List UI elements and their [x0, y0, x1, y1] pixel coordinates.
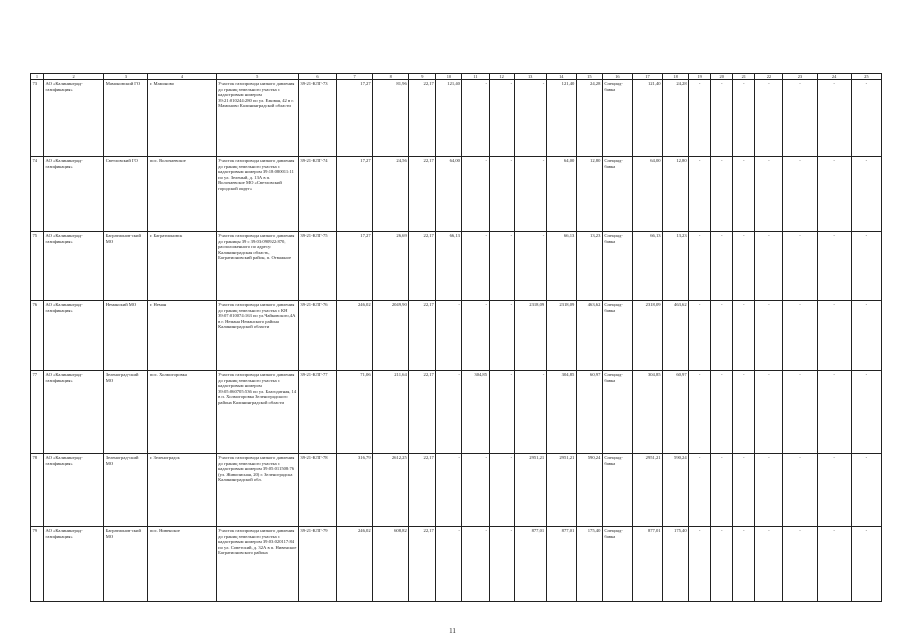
cost-15: 463,62 — [576, 301, 602, 371]
cost-21: - — [733, 454, 755, 527]
cost-15: 175,40 — [576, 527, 602, 602]
document-sheet — [30, 73, 882, 602]
table-row — [31, 157, 882, 232]
table-row — [31, 80, 882, 157]
cost-11: - — [462, 232, 489, 301]
cost-8: 26,69 — [373, 232, 409, 301]
cost-24: - — [817, 371, 851, 454]
column-number-2: 2 — [44, 74, 104, 80]
column-number-4: 4 — [148, 74, 216, 80]
cost-7: 246,02 — [337, 301, 373, 371]
cost-7: 17,27 — [337, 157, 373, 232]
source-16: Специад-бавка — [602, 232, 632, 301]
locality: г. Багратионовск — [148, 232, 216, 301]
cost-21: - — [733, 232, 755, 301]
organization: АО «Калининград-газификация» — [44, 157, 104, 232]
cost-25: - — [851, 454, 881, 527]
object-description: Участок газопровода низкого давления до границ земельного участка с кадастровым номером 39:21:010244:280 по ул. Ежовая, 42 в г. Мамоново Калининградской области — [216, 80, 298, 157]
municipality: Зеленоград-ский МО — [104, 371, 148, 454]
cost-22: - — [755, 527, 783, 602]
cost-10: - — [436, 301, 462, 371]
cost-18: 13,23 — [663, 232, 689, 301]
source-16: Специад-бавка — [602, 527, 632, 602]
column-number-23: 23 — [783, 74, 817, 80]
cost-9: 22,17 — [409, 527, 436, 602]
column-number-17: 17 — [632, 74, 662, 80]
cost-11: - — [462, 157, 489, 232]
column-number-20: 20 — [711, 74, 733, 80]
column-number-25: 25 — [851, 74, 881, 80]
cost-15: 24,28 — [576, 80, 602, 157]
locality: пос. Волочаевское — [148, 157, 216, 232]
cost-15: 13,23 — [576, 232, 602, 301]
cost-22: - — [755, 232, 783, 301]
cost-7: 316,79 — [337, 454, 373, 527]
organization: АО «Калининград-газификация» — [44, 527, 104, 602]
cost-22: - — [755, 157, 783, 232]
cost-17: 304,85 — [632, 371, 662, 454]
cost-15: 590,24 — [576, 454, 602, 527]
cost-20: - — [711, 80, 733, 157]
cost-19: - — [689, 80, 711, 157]
cost-24: - — [817, 80, 851, 157]
table-row — [31, 527, 882, 602]
locality: пос. Холмогоровка — [148, 371, 216, 454]
object-code: 39-21-КЛГ-75 — [298, 232, 336, 301]
cost-7: 17,27 — [337, 80, 373, 157]
column-number-15: 15 — [576, 74, 602, 80]
cost-9: 22,17 — [409, 80, 436, 157]
cost-9: 22,17 — [409, 454, 436, 527]
cost-11: - — [462, 301, 489, 371]
cost-7: 246,02 — [337, 527, 373, 602]
cost-21: - — [733, 301, 755, 371]
cost-24: - — [817, 301, 851, 371]
column-number-1: 1 — [31, 74, 44, 80]
column-number-16: 16 — [602, 74, 632, 80]
cost-17: 121,40 — [632, 80, 662, 157]
cost-23: - — [783, 80, 817, 157]
cost-15: 60,97 — [576, 371, 602, 454]
cost-23: - — [783, 157, 817, 232]
organization: АО «Калининград-газификация» — [44, 80, 104, 157]
column-number-6: 6 — [298, 74, 336, 80]
row-number: 78 — [31, 454, 44, 527]
object-code: 39-21-КЛГ-77 — [298, 371, 336, 454]
column-number-22: 22 — [755, 74, 783, 80]
column-number-13: 13 — [514, 74, 546, 80]
cost-11: - — [462, 454, 489, 527]
column-number-9: 9 — [409, 74, 436, 80]
cost-10: 64,00 — [436, 157, 462, 232]
cost-23: - — [783, 301, 817, 371]
source-16: Специад-бавка — [602, 80, 632, 157]
cost-19: - — [689, 527, 711, 602]
cost-11: - — [462, 80, 489, 157]
cost-24: - — [817, 527, 851, 602]
row-number: 74 — [31, 157, 44, 232]
cost-23: - — [783, 371, 817, 454]
cost-13: - — [514, 157, 546, 232]
object-description: Участок газопровода низкого давления до границ земельного участка с КН 39:07:010074:163 по ул.Чайковского,4А в г. Немана Неманского района Калининградской области — [216, 301, 298, 371]
cost-25: - — [851, 371, 881, 454]
locality: г. Неман — [148, 301, 216, 371]
source-16: Специад-бавка — [602, 157, 632, 232]
cost-10: - — [436, 371, 462, 454]
cost-20: - — [711, 301, 733, 371]
cost-13: 2318,09 — [514, 301, 546, 371]
cost-11: 304,85 — [462, 371, 489, 454]
cost-17: 2318,09 — [632, 301, 662, 371]
cost-13: 877,01 — [514, 527, 546, 602]
cost-21: - — [733, 80, 755, 157]
cost-15: 12,80 — [576, 157, 602, 232]
cost-20: - — [711, 454, 733, 527]
organization: АО «Калининград-газификация» — [44, 454, 104, 527]
object-code: 39-21-КЛГ-78 — [298, 454, 336, 527]
cost-8: 211,64 — [373, 371, 409, 454]
cost-8: 2612,25 — [373, 454, 409, 527]
municipality: Багратионов-ский МО — [104, 232, 148, 301]
object-description: Участок газопровода низкого давления до границ земельного участка с кадастровым номером 39:05:060705:536 по ул. Благодатная, 14 в п. Холмогоровка Зеленоградского района Калининградской области — [216, 371, 298, 454]
cost-14: 64,00 — [546, 157, 576, 232]
cost-9: 22,17 — [409, 371, 436, 454]
cost-21: - — [733, 371, 755, 454]
cost-19: - — [689, 454, 711, 527]
cost-23: - — [783, 232, 817, 301]
cost-25: - — [851, 157, 881, 232]
cost-9: 22,17 — [409, 232, 436, 301]
table-row — [31, 454, 882, 527]
cost-14: 877,01 — [546, 527, 576, 602]
cost-23: - — [783, 527, 817, 602]
row-number: 73 — [31, 80, 44, 157]
tariff-table — [30, 73, 882, 602]
object-description: Участок газопровода низкого давления до границ земельного участка с кадастровым номером 39:03:020117:84 по ул. Советский, д. 32А в п. Нивенское Багратионовского района — [216, 527, 298, 602]
cost-8: 24,56 — [373, 157, 409, 232]
cost-19: - — [689, 301, 711, 371]
object-description: Участок газопровода низкого давления до границ земельного участка с кадастровым номером 39:05:011508:76 (ул. Живописная, 20) г. Зеленоградска Калининградской обл. — [216, 454, 298, 527]
object-description: Участок газопровода низкого давления до границ земельного участка с кадастровым номером 39:18:080011:11 по ул. Зеленый, д. 13А в п. Волочаевское МО «Светловский городской округ» — [216, 157, 298, 232]
cost-14: 2951,21 — [546, 454, 576, 527]
table-row — [31, 371, 882, 454]
cost-13: 2951,21 — [514, 454, 546, 527]
column-number-18: 18 — [663, 74, 689, 80]
cost-25: - — [851, 80, 881, 157]
cost-12: - — [489, 301, 514, 371]
column-number-5: 5 — [216, 74, 298, 80]
source-16: Специад-бавка — [602, 371, 632, 454]
page-number: 11 — [449, 627, 456, 635]
object-code: 39-21-КЛГ-74 — [298, 157, 336, 232]
cost-20: - — [711, 527, 733, 602]
cost-17: 2951,21 — [632, 454, 662, 527]
cost-21: - — [733, 157, 755, 232]
cost-20: - — [711, 371, 733, 454]
cost-9: 22,17 — [409, 301, 436, 371]
cost-14: 121,40 — [546, 80, 576, 157]
cost-8: 608,82 — [373, 527, 409, 602]
cost-12: - — [489, 232, 514, 301]
cost-13: - — [514, 371, 546, 454]
object-code: 39-21-КЛГ-76 — [298, 301, 336, 371]
cost-10: 121,40 — [436, 80, 462, 157]
cost-22: - — [755, 454, 783, 527]
row-number: 76 — [31, 301, 44, 371]
cost-17: 66,13 — [632, 232, 662, 301]
cost-18: 60,97 — [663, 371, 689, 454]
column-number-10: 10 — [436, 74, 462, 80]
cost-9: 22,17 — [409, 157, 436, 232]
column-number-24: 24 — [817, 74, 851, 80]
municipality: Светловский ГО — [104, 157, 148, 232]
cost-18: 463,62 — [663, 301, 689, 371]
cost-20: - — [711, 232, 733, 301]
organization: АО «Калининград-газификация» — [44, 371, 104, 454]
cost-25: - — [851, 527, 881, 602]
cost-12: - — [489, 157, 514, 232]
row-number: 79 — [31, 527, 44, 602]
row-number: 77 — [31, 371, 44, 454]
column-number-12: 12 — [489, 74, 514, 80]
cost-14: 304,85 — [546, 371, 576, 454]
cost-10: 66,13 — [436, 232, 462, 301]
cost-10: - — [436, 527, 462, 602]
cost-7: 17,27 — [337, 232, 373, 301]
source-16: Специад-бавка — [602, 454, 632, 527]
column-number-14: 14 — [546, 74, 576, 80]
table-row — [31, 301, 882, 371]
cost-22: - — [755, 80, 783, 157]
cost-12: - — [489, 527, 514, 602]
cost-24: - — [817, 232, 851, 301]
cost-19: - — [689, 232, 711, 301]
municipality: Мамоновский ГО — [104, 80, 148, 157]
cost-22: - — [755, 301, 783, 371]
cost-25: - — [851, 301, 881, 371]
cost-12: - — [489, 454, 514, 527]
cost-23: - — [783, 454, 817, 527]
organization: АО «Калининград-газификация» — [44, 301, 104, 371]
cost-17: 64,00 — [632, 157, 662, 232]
cost-18: 590,24 — [663, 454, 689, 527]
locality: г. Зеленоградск — [148, 454, 216, 527]
column-number-11: 11 — [462, 74, 489, 80]
cost-11: - — [462, 527, 489, 602]
cost-24: - — [817, 157, 851, 232]
locality: пос. Нивенское — [148, 527, 216, 602]
object-code: 39-21-КЛГ-79 — [298, 527, 336, 602]
municipality: Багратионов-ский МО — [104, 527, 148, 602]
cost-12: - — [489, 371, 514, 454]
object-description: Участок газопровода низкого давления до границы 39 с 39:03:090922:870, расположенного по адресу: Калининградская область, Багратионовский район, п. Отважное — [216, 232, 298, 301]
source-16: Специад-бавка — [602, 301, 632, 371]
organization: АО «Калининград-газификация» — [44, 232, 104, 301]
cost-17: 877,01 — [632, 527, 662, 602]
table-row — [31, 232, 882, 301]
row-number: 75 — [31, 232, 44, 301]
cost-22: - — [755, 371, 783, 454]
column-number-8: 8 — [373, 74, 409, 80]
cost-14: 66,13 — [546, 232, 576, 301]
cost-13: - — [514, 80, 546, 157]
cost-8: 81,96 — [373, 80, 409, 157]
cost-7: 71,06 — [337, 371, 373, 454]
column-number-3: 3 — [104, 74, 148, 80]
cost-24: - — [817, 454, 851, 527]
cost-8: 2049,90 — [373, 301, 409, 371]
municipality: Неманский МО — [104, 301, 148, 371]
cost-20: - — [711, 157, 733, 232]
municipality: Зеленоград-ский МО — [104, 454, 148, 527]
locality: г. Мамоново — [148, 80, 216, 157]
cost-18: 12,80 — [663, 157, 689, 232]
cost-18: 175,40 — [663, 527, 689, 602]
cost-18: 24,28 — [663, 80, 689, 157]
object-code: 39-21-КЛГ-73 — [298, 80, 336, 157]
cost-12: - — [489, 80, 514, 157]
cost-10: - — [436, 454, 462, 527]
cost-21: - — [733, 527, 755, 602]
cost-19: - — [689, 157, 711, 232]
cost-25: - — [851, 232, 881, 301]
cost-19: - — [689, 371, 711, 454]
column-number-7: 7 — [337, 74, 373, 80]
column-number-21: 21 — [733, 74, 755, 80]
cost-14: 2318,09 — [546, 301, 576, 371]
cost-13: - — [514, 232, 546, 301]
column-number-19: 19 — [689, 74, 711, 80]
